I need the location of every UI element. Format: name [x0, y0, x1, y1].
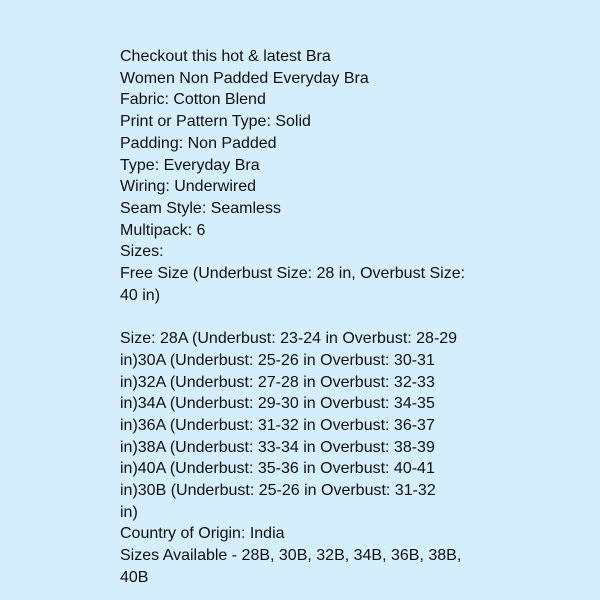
country-of-origin-line: Country of Origin: India — [120, 525, 285, 543]
size-chart-line: Size: 28A (Underbust: 23-24 in Overbust: 28-29 — [120, 330, 458, 348]
sizes-available-line: Sizes Available - 28B, 30B, 32B, 34B, 36B, 38B, — [120, 547, 462, 565]
size-chart-line: in)40A (Underbust: 35-36 in Overbust: 40-41 — [120, 460, 435, 478]
product-name-line: Women Non Padded Everyday Bra — [120, 69, 369, 87]
sizes-heading-line: Sizes: — [120, 243, 164, 261]
padding-line: Padding: Non Padded — [120, 134, 277, 152]
pattern-line: Print or Pattern Type: Solid — [120, 113, 311, 131]
size-chart-line: in)30B (Underbust: 25-26 in Overbust: 31-32 — [120, 482, 436, 500]
size-chart-line-end: in) — [120, 503, 138, 521]
fabric-line: Fabric: Cotton Blend — [120, 91, 266, 109]
size-chart-line: in)30A (Underbust: 25-26 in Overbust: 30-31 — [120, 351, 435, 369]
multipack-line: Multipack: 6 — [120, 221, 206, 239]
seam-style-line: Seam Style: Seamless — [120, 199, 281, 217]
size-chart-line: in)38A (Underbust: 33-34 in Overbust: 38-39 — [120, 438, 435, 456]
size-chart-line: in)34A (Underbust: 29-30 in Overbust: 34-35 — [120, 395, 435, 413]
paragraph-spacer — [120, 306, 492, 328]
headline-line: Checkout this hot & latest Bra — [120, 48, 331, 65]
wiring-line: Wiring: Underwired — [120, 178, 257, 196]
size-chart-line: in)32A (Underbust: 27-28 in Overbust: 32-33 — [120, 373, 435, 391]
type-line: Type: Everyday Bra — [120, 156, 260, 174]
product-description-text — [120, 46, 492, 589]
size-chart-line: in)36A (Underbust: 31-32 in Overbust: 36-37 — [120, 416, 435, 434]
free-size-line-continued: 40 in) — [120, 286, 161, 304]
sizes-available-line-continued: 40B — [120, 568, 149, 586]
free-size-line: Free Size (Underbust Size: 28 in, Overbust Size: — [120, 265, 466, 283]
